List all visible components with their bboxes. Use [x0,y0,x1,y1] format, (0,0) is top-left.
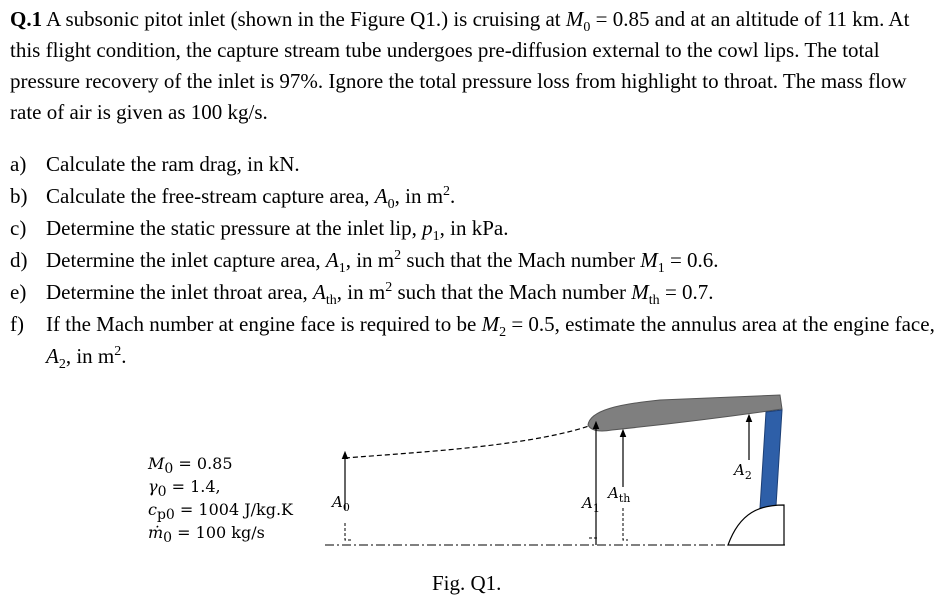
label-Ath: $A_{th}$ [608,484,631,505]
given-gamma: $\gamma_0 = 1.4$, [148,477,221,501]
part-text: Calculate the free-stream capture area, $A_0$, in $m^2$. [46,184,456,213]
part-text: Calculate the ram drag, in kN. [46,152,300,176]
part-text: Determine the inlet capture area, $A_1$, in $m^2$ such that the Mach number $M_1 = 0.6$. [46,248,719,277]
A0-bracket [345,523,351,540]
part-d [10,244,938,276]
Ath-bracket [623,508,628,540]
figure-caption: Fig. Q1. [432,571,502,595]
part-marker: f) [10,312,24,336]
part-marker: d) [10,248,28,272]
stream-tube-line [345,422,600,458]
fan-blade-shape [760,410,782,508]
given-cp: $c_{p0} = 1004$ J/kg.K [148,500,294,524]
question-intro: Q.1 A subsonic pitot inlet (shown in the Figure Q1.) is cruising at $M_0 = 0.85$ and at an altitude of 11 km. At this flight condition, the capture stream tube undergoes pre-diffusion external to the cowl lips. The total pressure recovery of the inlet is 97%. Ignore the total pressure loss from highlight to throat. The mass flow rate of air is given as 100 kg/s. [10,7,910,124]
part-f [10,308,938,372]
label-A2: $A_2$ [734,461,752,482]
part-text: Determine the inlet throat area, $A_{th}$, in $m^2$ such that the Mach number $M_{th} = 0.7$. [46,280,714,309]
part-marker: b) [10,184,28,208]
part-text: If the Mach number at engine face is required to be $M_2 = 0.5$, estimate the annulus area at the engine face, $A_2$, in $m^2$. [46,312,935,373]
part-marker: a) [10,152,27,176]
given-conditions [148,452,294,547]
part-marker: e) [10,280,27,304]
part-b [10,180,938,212]
part-a [10,148,938,180]
cowl-shape [588,395,782,431]
part-e [10,276,938,308]
spinner-shape [728,505,784,545]
part-c [10,212,938,244]
part-marker: c) [10,216,27,240]
given-mdot: ṁ$_0$ = 100 kg/s [148,523,265,547]
label-A1: $A_1$ [582,494,600,515]
question-number: Q.1 [10,7,43,31]
part-text: Determine the static pressure at the inlet lip, $p_1$, in kPa. [46,216,509,245]
given-mach: $M_0 = 0.85$ [148,454,233,478]
question-parts [10,148,938,372]
label-A0: $A_0$ [332,493,350,514]
